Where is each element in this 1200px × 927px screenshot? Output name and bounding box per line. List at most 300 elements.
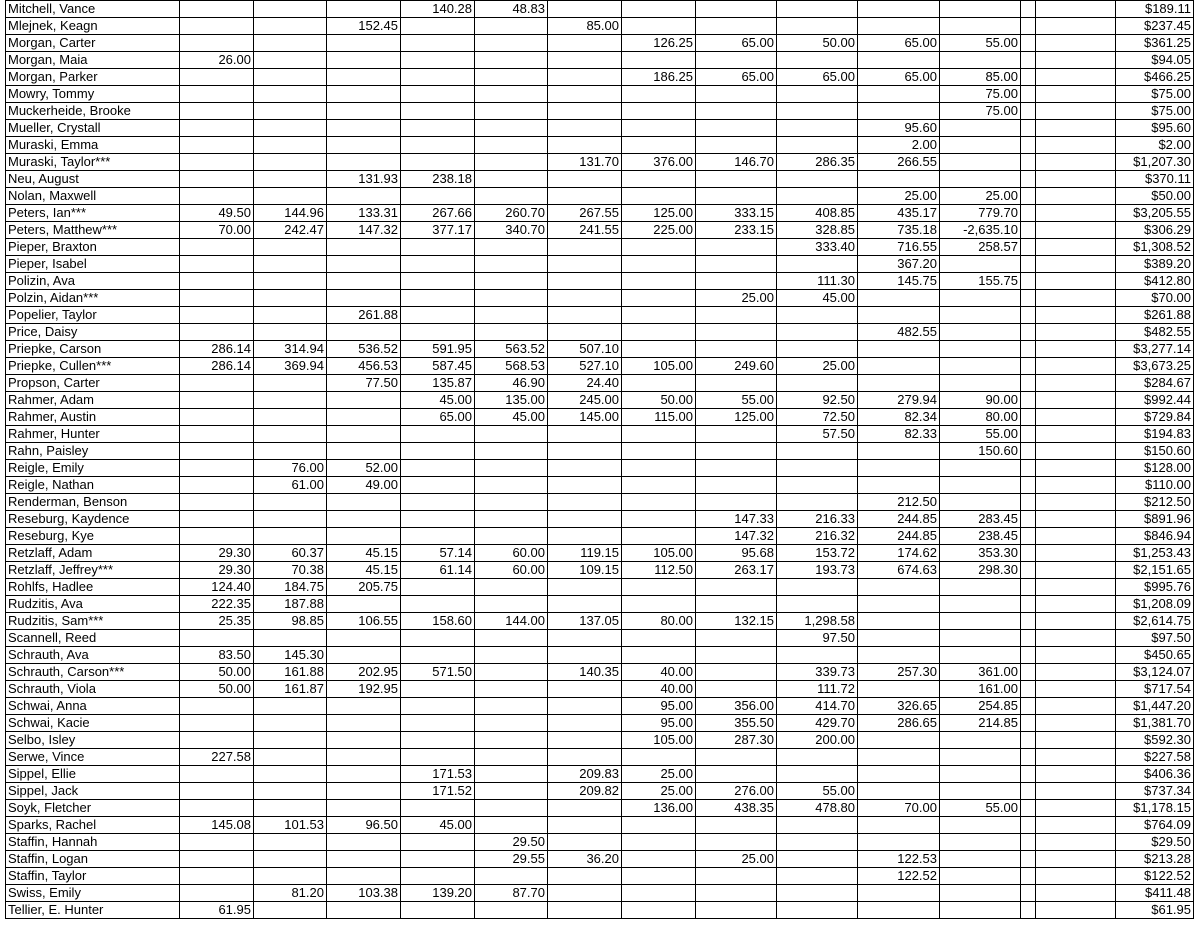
amount-cell: 377.17 — [401, 222, 475, 239]
amount-cell — [327, 392, 401, 409]
amount-cell — [548, 834, 622, 851]
amount-cell: 209.83 — [548, 766, 622, 783]
amount-cell — [254, 511, 327, 528]
amount-cell — [254, 800, 327, 817]
amount-cell — [777, 443, 858, 460]
amount-cell: 60.00 — [475, 562, 548, 579]
amount-cell: -2,635.10 — [940, 222, 1021, 239]
amount-cell — [940, 902, 1021, 919]
amount-cell — [777, 375, 858, 392]
amount-cell — [940, 647, 1021, 664]
amount-cell — [180, 137, 254, 154]
amount-cell — [254, 902, 327, 919]
amount-cell — [254, 35, 327, 52]
amount-cell — [327, 783, 401, 800]
participant-name: Morgan, Parker — [6, 69, 180, 86]
amount-cell — [254, 256, 327, 273]
amount-cell — [1036, 868, 1116, 885]
amount-cell: 75.00 — [940, 103, 1021, 120]
amount-cell — [548, 511, 622, 528]
amount-cell — [180, 715, 254, 732]
amount-cell — [475, 681, 548, 698]
amount-cell — [777, 817, 858, 834]
amount-cell: 61.95 — [180, 902, 254, 919]
participant-name: Retzlaff, Adam — [6, 545, 180, 562]
total-cell: $1,207.30 — [1116, 154, 1194, 171]
amount-cell — [401, 630, 475, 647]
amount-cell — [940, 375, 1021, 392]
total-cell: $306.29 — [1116, 222, 1194, 239]
amount-cell: 25.00 — [696, 290, 777, 307]
amount-cell — [254, 375, 327, 392]
amount-cell — [401, 698, 475, 715]
amount-cell — [1036, 800, 1116, 817]
amount-cell — [858, 885, 940, 902]
amount-cell — [327, 256, 401, 273]
amount-cell — [696, 273, 777, 290]
amount-cell — [777, 647, 858, 664]
amount-cell — [696, 902, 777, 919]
amount-cell — [1021, 868, 1036, 885]
total-cell: $764.09 — [1116, 817, 1194, 834]
amount-cell: 75.00 — [940, 86, 1021, 103]
amount-cell — [622, 494, 696, 511]
amount-cell: 26.00 — [180, 52, 254, 69]
amount-cell — [475, 800, 548, 817]
amount-cell: 95.68 — [696, 545, 777, 562]
amount-cell — [401, 647, 475, 664]
amount-cell — [475, 868, 548, 885]
amount-cell: 254.85 — [940, 698, 1021, 715]
amount-cell — [696, 681, 777, 698]
table-row — [6, 392, 1194, 409]
total-cell: $3,673.25 — [1116, 358, 1194, 375]
amount-cell — [401, 902, 475, 919]
amount-cell — [327, 851, 401, 868]
amount-cell: 29.55 — [475, 851, 548, 868]
amount-cell — [401, 103, 475, 120]
amount-cell — [1036, 18, 1116, 35]
amount-cell: 536.52 — [327, 341, 401, 358]
amount-cell: 119.15 — [548, 545, 622, 562]
amount-cell — [475, 443, 548, 460]
amount-cell: 187.88 — [254, 596, 327, 613]
amount-cell — [475, 579, 548, 596]
participant-name: Mlejnek, Keagn — [6, 18, 180, 35]
amount-cell — [548, 630, 622, 647]
table-row — [6, 681, 1194, 698]
participant-name: Mitchell, Vance — [6, 1, 180, 18]
amount-cell — [940, 154, 1021, 171]
amount-cell — [254, 528, 327, 545]
amount-cell: 216.32 — [777, 528, 858, 545]
amount-cell: 61.00 — [254, 477, 327, 494]
amount-cell: 131.93 — [327, 171, 401, 188]
amount-cell — [696, 103, 777, 120]
amount-cell — [1036, 817, 1116, 834]
amount-cell — [254, 392, 327, 409]
amount-cell: 25.35 — [180, 613, 254, 630]
amount-cell: 65.00 — [858, 35, 940, 52]
total-cell: $1,253.43 — [1116, 545, 1194, 562]
amount-cell — [622, 52, 696, 69]
amount-cell: 266.55 — [858, 154, 940, 171]
amount-cell — [940, 783, 1021, 800]
total-cell: $95.60 — [1116, 120, 1194, 137]
amount-cell: 45.00 — [401, 817, 475, 834]
amount-cell — [180, 477, 254, 494]
amount-cell: 571.50 — [401, 664, 475, 681]
participant-name: Rudzitis, Ava — [6, 596, 180, 613]
total-cell: $389.20 — [1116, 256, 1194, 273]
amount-cell: 122.53 — [858, 851, 940, 868]
amount-cell — [696, 460, 777, 477]
participant-name: Sippel, Jack — [6, 783, 180, 800]
total-cell: $29.50 — [1116, 834, 1194, 851]
amount-cell: 161.87 — [254, 681, 327, 698]
amount-cell: 140.28 — [401, 1, 475, 18]
amount-cell: 242.47 — [254, 222, 327, 239]
amount-cell — [1036, 494, 1116, 511]
amount-cell — [1036, 307, 1116, 324]
amount-cell — [1036, 596, 1116, 613]
total-cell: $3,205.55 — [1116, 205, 1194, 222]
amount-cell — [696, 817, 777, 834]
amount-cell — [858, 732, 940, 749]
amount-cell: 76.00 — [254, 460, 327, 477]
amount-cell — [475, 749, 548, 766]
amount-cell — [940, 460, 1021, 477]
participant-name: Muckerheide, Brooke — [6, 103, 180, 120]
amount-cell — [622, 239, 696, 256]
amount-cell — [548, 137, 622, 154]
amount-cell — [1021, 222, 1036, 239]
amount-cell: 70.38 — [254, 562, 327, 579]
participant-name: Polizin, Ava — [6, 273, 180, 290]
amount-cell — [1036, 885, 1116, 902]
amount-cell — [180, 69, 254, 86]
amount-cell — [777, 885, 858, 902]
amount-cell — [254, 443, 327, 460]
amount-cell — [401, 494, 475, 511]
amount-cell — [180, 885, 254, 902]
amount-cell — [940, 120, 1021, 137]
amount-cell — [254, 732, 327, 749]
amount-cell — [180, 154, 254, 171]
table-row — [6, 426, 1194, 443]
amount-cell — [327, 137, 401, 154]
amount-cell — [254, 52, 327, 69]
amount-cell — [548, 460, 622, 477]
amount-cell — [180, 103, 254, 120]
amount-cell — [777, 494, 858, 511]
amount-cell: 408.85 — [777, 205, 858, 222]
amount-cell — [858, 647, 940, 664]
amount-cell: 25.00 — [622, 766, 696, 783]
amount-cell — [401, 851, 475, 868]
amount-cell — [1036, 52, 1116, 69]
amount-cell — [1021, 800, 1036, 817]
amount-cell: 328.85 — [777, 222, 858, 239]
amount-cell — [1021, 613, 1036, 630]
amount-cell — [696, 120, 777, 137]
amount-cell — [1021, 783, 1036, 800]
amount-cell: 126.25 — [622, 35, 696, 52]
amount-cell: 209.82 — [548, 783, 622, 800]
amount-cell: 140.35 — [548, 664, 622, 681]
amount-cell: 139.20 — [401, 885, 475, 902]
amount-cell — [180, 766, 254, 783]
amount-cell — [548, 52, 622, 69]
participant-name: Propson, Carter — [6, 375, 180, 392]
amount-cell: 216.33 — [777, 511, 858, 528]
participant-name: Selbo, Isley — [6, 732, 180, 749]
amount-cell — [1036, 766, 1116, 783]
amount-cell — [696, 188, 777, 205]
amount-cell: 77.50 — [327, 375, 401, 392]
amount-cell — [475, 171, 548, 188]
amount-cell: 125.00 — [622, 205, 696, 222]
amount-cell — [548, 103, 622, 120]
amount-cell — [1036, 443, 1116, 460]
amount-cell: 70.00 — [858, 800, 940, 817]
amount-cell: 245.00 — [548, 392, 622, 409]
amount-cell: 65.00 — [696, 35, 777, 52]
amount-cell — [180, 783, 254, 800]
amount-cell: 101.53 — [254, 817, 327, 834]
amount-cell: 29.50 — [475, 834, 548, 851]
amount-cell — [254, 103, 327, 120]
amount-cell — [401, 528, 475, 545]
amount-cell — [777, 902, 858, 919]
total-cell: $227.58 — [1116, 749, 1194, 766]
total-cell: $592.30 — [1116, 732, 1194, 749]
amount-cell — [254, 868, 327, 885]
amount-cell — [1036, 188, 1116, 205]
amount-cell: 135.00 — [475, 392, 548, 409]
amount-cell — [1036, 324, 1116, 341]
amount-cell — [254, 69, 327, 86]
amount-cell — [180, 86, 254, 103]
participant-name: Peters, Matthew*** — [6, 222, 180, 239]
amount-cell — [777, 766, 858, 783]
table-row — [6, 698, 1194, 715]
amount-cell — [696, 647, 777, 664]
amount-cell — [1021, 579, 1036, 596]
table-row — [6, 171, 1194, 188]
amount-cell — [940, 341, 1021, 358]
amount-cell — [777, 579, 858, 596]
amount-cell — [548, 749, 622, 766]
amount-cell: 45.00 — [475, 409, 548, 426]
amount-cell — [548, 35, 622, 52]
amount-cell: 333.40 — [777, 239, 858, 256]
amount-cell — [777, 477, 858, 494]
amount-cell — [1036, 749, 1116, 766]
amount-cell — [696, 494, 777, 511]
amount-cell — [940, 630, 1021, 647]
amount-cell: 153.72 — [777, 545, 858, 562]
amount-cell — [548, 239, 622, 256]
amount-cell — [940, 324, 1021, 341]
amount-cell — [548, 307, 622, 324]
amount-cell — [254, 324, 327, 341]
amount-cell: 233.15 — [696, 222, 777, 239]
table-row — [6, 528, 1194, 545]
amount-cell — [401, 800, 475, 817]
amount-cell: 105.00 — [622, 545, 696, 562]
amount-cell — [254, 749, 327, 766]
table-row — [6, 545, 1194, 562]
amount-cell — [180, 239, 254, 256]
amount-cell — [475, 256, 548, 273]
participant-name: Reigle, Emily — [6, 460, 180, 477]
participant-name: Sparks, Rachel — [6, 817, 180, 834]
amount-cell — [622, 341, 696, 358]
amount-cell — [777, 256, 858, 273]
amount-cell — [548, 800, 622, 817]
amount-cell: 429.70 — [777, 715, 858, 732]
amount-cell — [858, 477, 940, 494]
participant-name: Schwai, Anna — [6, 698, 180, 715]
amount-cell — [1021, 817, 1036, 834]
amount-cell — [696, 307, 777, 324]
amount-cell — [1021, 715, 1036, 732]
amount-cell — [401, 477, 475, 494]
amount-cell — [254, 137, 327, 154]
participant-name: Staffin, Taylor — [6, 868, 180, 885]
amount-cell — [622, 120, 696, 137]
table-row — [6, 834, 1194, 851]
amount-cell — [180, 18, 254, 35]
amount-cell — [1021, 290, 1036, 307]
amount-cell — [327, 120, 401, 137]
total-cell: $75.00 — [1116, 103, 1194, 120]
amount-cell — [696, 375, 777, 392]
amount-cell — [475, 715, 548, 732]
amount-cell — [1036, 341, 1116, 358]
amount-cell — [475, 290, 548, 307]
amount-cell: 57.50 — [777, 426, 858, 443]
amount-cell — [696, 630, 777, 647]
amount-cell — [401, 749, 475, 766]
amount-cell — [254, 239, 327, 256]
participant-name: Polzin, Aidan*** — [6, 290, 180, 307]
total-cell: $1,447.20 — [1116, 698, 1194, 715]
amount-cell — [696, 324, 777, 341]
amount-cell — [940, 817, 1021, 834]
amount-cell — [1021, 511, 1036, 528]
amount-cell: 435.17 — [858, 205, 940, 222]
amount-cell — [940, 613, 1021, 630]
amount-cell — [622, 630, 696, 647]
amount-cell: 238.45 — [940, 528, 1021, 545]
amount-cell — [777, 86, 858, 103]
amount-cell: 137.05 — [548, 613, 622, 630]
amount-cell — [327, 154, 401, 171]
amount-cell — [1036, 902, 1116, 919]
total-cell: $1,381.70 — [1116, 715, 1194, 732]
amount-cell — [401, 52, 475, 69]
amount-cell: 414.70 — [777, 698, 858, 715]
amount-cell — [622, 86, 696, 103]
amount-cell — [548, 681, 622, 698]
total-cell: $50.00 — [1116, 188, 1194, 205]
amount-cell — [401, 732, 475, 749]
amount-cell — [180, 868, 254, 885]
amount-cell: 283.45 — [940, 511, 1021, 528]
amount-cell — [1021, 834, 1036, 851]
amount-cell — [180, 800, 254, 817]
amount-cell: 50.00 — [180, 664, 254, 681]
amount-cell — [475, 426, 548, 443]
amount-cell — [327, 290, 401, 307]
amount-cell — [401, 460, 475, 477]
participant-name: Rohlfs, Hadlee — [6, 579, 180, 596]
amount-cell — [1021, 120, 1036, 137]
amount-cell — [1036, 239, 1116, 256]
amount-cell — [940, 358, 1021, 375]
amount-cell: 507.10 — [548, 341, 622, 358]
amount-cell — [475, 137, 548, 154]
amount-cell — [696, 256, 777, 273]
amount-cell — [622, 477, 696, 494]
total-cell: $412.80 — [1116, 273, 1194, 290]
amount-cell — [180, 256, 254, 273]
amount-cell — [327, 868, 401, 885]
participant-name: Neu, August — [6, 171, 180, 188]
total-cell: $1,208.09 — [1116, 596, 1194, 613]
amount-cell — [180, 630, 254, 647]
table-row — [6, 511, 1194, 528]
amount-cell — [940, 868, 1021, 885]
participant-name: Retzlaff, Jeffrey*** — [6, 562, 180, 579]
table-row — [6, 205, 1194, 222]
amount-cell — [548, 324, 622, 341]
amount-cell — [401, 239, 475, 256]
amount-cell — [1021, 137, 1036, 154]
amount-cell: 200.00 — [777, 732, 858, 749]
table-row — [6, 409, 1194, 426]
amount-cell — [940, 749, 1021, 766]
amount-cell: 438.35 — [696, 800, 777, 817]
participant-name: Reseburg, Kye — [6, 528, 180, 545]
amount-cell: 105.00 — [622, 732, 696, 749]
amount-cell: 568.53 — [475, 358, 548, 375]
total-cell: $213.28 — [1116, 851, 1194, 868]
total-cell: $717.54 — [1116, 681, 1194, 698]
amount-cell: 60.37 — [254, 545, 327, 562]
amount-cell — [475, 86, 548, 103]
amount-cell — [1036, 851, 1116, 868]
amount-cell: 376.00 — [622, 154, 696, 171]
amount-cell — [696, 341, 777, 358]
amount-cell — [327, 630, 401, 647]
participant-name: Rudzitis, Sam*** — [6, 613, 180, 630]
amount-cell — [622, 885, 696, 902]
amount-cell — [622, 902, 696, 919]
amount-cell — [1021, 18, 1036, 35]
amount-cell: 133.31 — [327, 205, 401, 222]
amount-cell — [1036, 103, 1116, 120]
amount-cell — [475, 18, 548, 35]
amount-cell — [1036, 137, 1116, 154]
amount-cell: 25.00 — [940, 188, 1021, 205]
amount-cell — [622, 749, 696, 766]
total-cell: $466.25 — [1116, 69, 1194, 86]
amount-cell — [180, 409, 254, 426]
amount-cell: 61.14 — [401, 562, 475, 579]
